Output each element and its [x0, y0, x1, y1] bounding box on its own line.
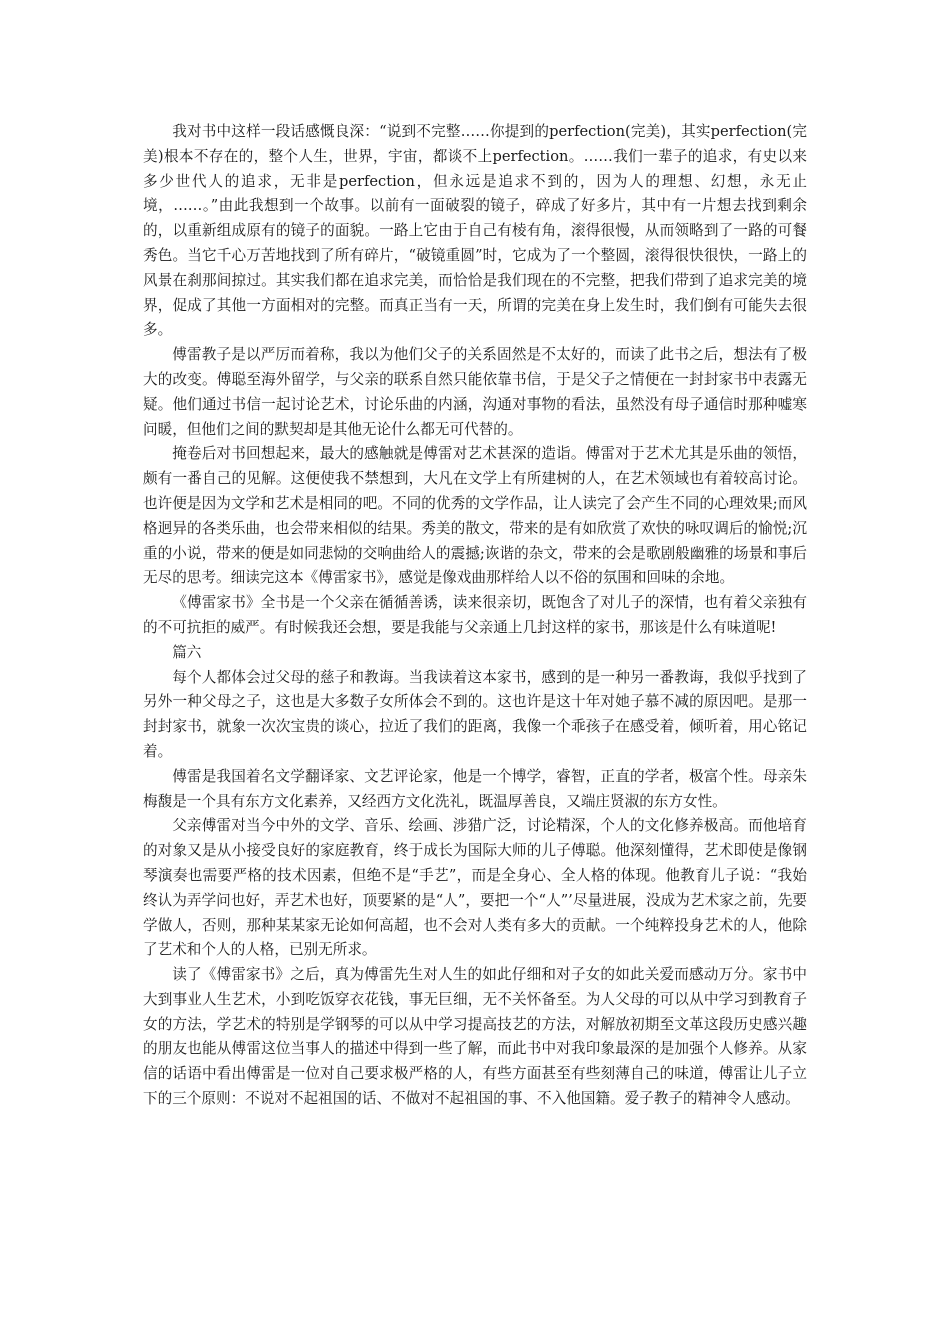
paragraph-art: 掩卷后对书回想起来，最大的感触就是傅雷对艺术甚深的造诣。傅雷对于艺术尤其是乐曲的领悟，颇有一番自己的见解。这便使我不禁想到，大凡在文学上有所建树的人，在艺术领域也有着较高讨论。也许便是因为文学和艺术是相同的吧。不同的优秀的文学作品，让人读完了会产生不同的心理效果;而风格迥异的各类乐曲，也会带来相似的结果。秀美的散文，带来的是有如欣赏了欢快的咏叹调后的愉悦;沉重的小说，带来的便是如同悲恸的交响曲给人的震撼;诙谐的杂文，带来的会是歌剧般幽雅的场景和事后无尽的思考。细读完这本《傅雷家书》，感觉是像戏曲那样给人以不俗的氛围和回味的余地。 — [143, 445, 807, 587]
paragraph-perfection: 我对书中这样一段话感慨良深：“说到不完整……你提到的perfection(完美)，其实perfection(完美)根本不存在的，整个人生，世界，宇宙，都谈不上perfection。……我们一辈子的追求，有史以来多少世代人的追求，无非是perfection，但永远是追求不到的，因为人的理想、幻想，永无止境，……。”由此我想到一个故事。以前有一面破裂的镜子，碎成了好多片，其中有一片想去找到剩余的，以重新组成原有的镜子的面貌。一路上它由于自己有棱有角，滚得很慢，从而领略到了一路的可餐秀色。当它千心万苦地找到了所有碎片，“破镜重圆”时，它成为了一个整圆，滚得很快很快，一路上的风景在刹那间掠过。其实我们都在追求完美，而恰恰是我们现在的不完整，把我们带到了追求完美的境界，促成了其他一方面相对的完整。而真正当有一天，所谓的完美在身上发生时，我们倒有可能失去很多。 — [143, 123, 807, 339]
paragraph-book-summary: 《傅雷家书》全书是一个父亲在循循善诱，读来很亲切，既饱含了对儿子的深情，也有着父亲独有的不可抗拒的威严。有时候我还会想，要是我能与父亲通上几封这样的家书，那该是什么有味道呢! — [143, 594, 807, 636]
paragraph-parents-teaching: 每个人都体会过父母的慈子和教诲。当我读着这本家书，感到的是一种另一番教诲，我似乎找到了另外一种父母之子，这也是大多数子女所体会不到的。这也许是这十年对她子慕不减的原因吧。是那一封封家书，就象一次次宝贵的谈心，拉近了我们的距离，我像一个乖孩子在感受着，倾听着，用心铭记着。 — [143, 668, 807, 760]
document-page — [143, 120, 807, 1112]
paragraph-father-son: 傅雷教子是以严厉而着称，我以为他们父子的关系固然是不太好的，而读了此书之后，想法有了极大的改变。傅聪至海外留学，与父亲的联系自然只能依靠书信，于是父子之情便在一封封家书中表露无疑。他们通过书信一起讨论艺术，讨论乐曲的内涵，沟通对事物的看法，虽然没有母子通信时那种嘘寒问暖，但他们之间的默契却是其他无论什么都无可代替的。 — [143, 346, 807, 438]
paragraph-father-culture: 父亲傅雷对当今中外的文学、音乐、绘画、涉猎广泛，讨论精深，个人的文化修养极高。而他培育的对象又是从小接受良好的家庭教育，终于成长为国际大师的儿子傅聪。他深刻懂得，艺术即使是像钢琴演奏也需要严格的技术因素，但绝不是“手艺”，而是全身心、全人格的体现。他教育儿子说：“我始终认为弄学问也好，弄艺术也好，顶要紧的是“人”，要把一个“人”’尽量进展，没成为艺术家之前，先要学做人，否则，那种某某家无论如何高超，也不会对人类有多大的贡献。一个纯粹投身艺术的人，他除了艺术和个人的人格，已别无所求。 — [143, 817, 807, 959]
paragraph-fu-lei-intro: 傅雷是我国着名文学翻译家、文艺评论家，他是一个博学，睿智，正直的学者，极富个性。母亲朱梅馥是一个具有东方文化素养，又经西方文化洗礼，既温厚善良，又端庄贤淑的东方女性。 — [143, 767, 807, 810]
section-heading: 篇六 — [172, 643, 202, 661]
paragraph-reading-impression: 读了《傅雷家书》之后，真为傅雷先生对人生的如此仔细和对子女的如此关爱而感动万分。家书中大到事业人生艺术，小到吃饭穿衣花钱，事无巨细，无不关怀备至。为人父母的可以从中学习到教育子女的方法，学艺术的特别是学钢琴的可以从中学习提高技艺的方法，对解放初期至文革这段历史感兴趣的朋友也能从傅雷这位当事人的描述中得到一些了解，而此书中对我印象最深的是加强个人修养。从家信的话语中看出傅雷是一位对自己要求极严格的人，有些方面甚至有些刻薄自己的味道，傅雷让儿子立下的三个原则：不说对不起祖国的话、不做对不起祖国的事、不入他国籍。爱子教子的精神令人感动。 — [143, 966, 807, 1108]
